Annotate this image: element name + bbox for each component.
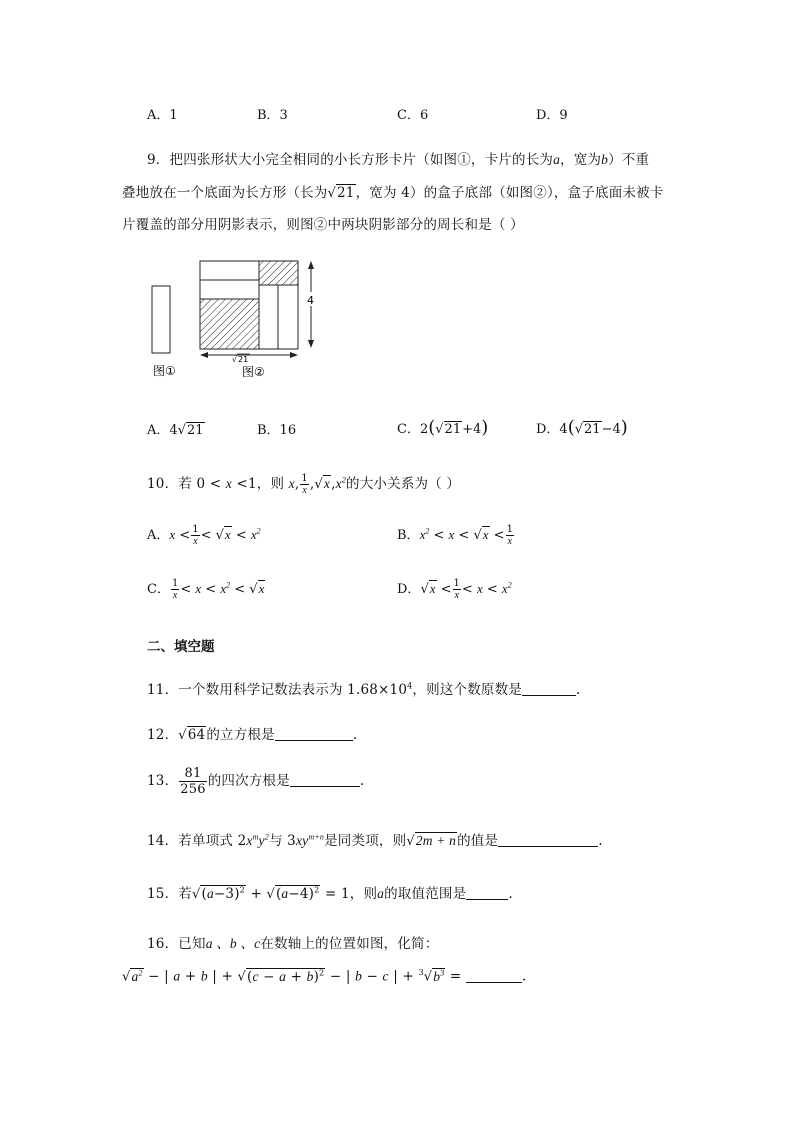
option-text: B． [397,528,420,543]
monomial-2: $xy^{m+n}$ [295,832,325,848]
option-text: D．4 [536,422,568,437]
fraction-1-over-x: $\frac{1}{x}$ [506,524,513,547]
card-horizontal-2 [200,280,259,299]
q10-option-d: D．√x < $\frac{1}{x}$ < $x < x^2$ [397,578,512,601]
q11-text: ，则这个数原数是 [412,682,523,698]
q9-figure [140,250,340,385]
q14-text: 14．若单项式 2 [147,833,247,849]
radicand: $a^2$ [131,968,143,984]
q15-text: 的取值范围是 [384,886,467,902]
var-a: a [377,886,385,901]
sqrt-icon: √ [177,423,186,438]
q8-option-c: C．6 [397,108,429,123]
q14-text: 与 3 [268,833,296,849]
q9-text: 9．把四张形状大小完全相同的小长方形卡片（如图①，卡片的长为 [147,152,554,168]
stem-text: 的大小关系为（ ） [346,476,461,492]
q10-option-b: B．$x^2 < x < √x$ < $\frac{1}{x}$ [397,524,513,547]
sqrt-icon: √ [435,422,444,437]
q12-text: 的立方根是 [206,727,275,743]
answer-blank[interactable] [522,683,576,696]
q15-text: = 1 [320,886,350,902]
math-x: x [195,581,202,596]
q15-text: ，则 [349,886,378,902]
sqrt-icon: √ [178,728,187,743]
q9-line-3: 片覆盖的部分用阴影表示，则图②中两块阴影部分的周长和是（ ） [122,217,524,233]
q9-text: ）不重 [608,152,650,168]
math-x-squared: $x^2$ [335,475,347,491]
fraction-1-over-x: $\frac{1}{x}$ [171,578,179,601]
q9-option-b: B．16 [257,423,297,438]
q9-option-c [397,417,488,438]
sqrt-icon: √ [406,834,415,849]
sqrt-icon: √ [473,528,482,543]
math-x-squared: $x^2$ [220,580,231,596]
radicand: 21 [444,422,462,437]
arrow-up-icon [308,261,314,269]
fraction-1-over-x: $\frac{1}{x}$ [453,578,460,601]
fraction-81-over-256 [179,766,206,797]
figure-1-label: 图① [153,364,176,378]
fraction-1-over-x: $\frac{1}{x}$ [301,473,308,496]
monomial-1: $x^my^2$ [246,832,269,848]
math-x: x [482,527,489,542]
sqrt-icon: √ [266,887,275,902]
option-text: A．4 [147,423,178,438]
math-x-squared: $x^2$ [250,526,261,542]
q9-line-2 [122,181,664,201]
figure-2-label: 图② [242,365,265,379]
q16-text: 16．已知 [147,936,206,952]
q14-text: 的值是 [457,833,499,849]
q16-line-1 [147,932,438,952]
height-label: 4 [307,294,314,307]
q10-option-c: C． $\frac{1}{x}$ < $x < x^2 < √x$ [147,578,265,601]
paren-close: ) [481,417,489,438]
option-text: −4 [601,422,621,437]
sqrt-icon: √ [232,355,238,364]
q11 [147,678,581,698]
card-shape [152,286,170,353]
sqrt-icon: √ [574,422,584,437]
q15: 15．若$√(a-3)^2 + √(a-4)^2 = 1$，则a的取值范围是 . [147,885,513,902]
stem-text: 10．若 0 < [147,476,226,492]
option-text: D． [397,582,421,597]
math-x: x [429,581,436,596]
q11-text: 11．一个数用科学记数法表示为 1.68×10 [147,682,408,698]
q16-text: 在数轴上的位置如图，化简： [260,936,439,952]
option-text: C． [147,582,170,597]
q9-text: ，宽为 [560,152,602,168]
radicand: 64 [187,727,206,743]
option-text: +4 [462,422,482,437]
paren-open: ( [428,417,436,438]
var-b: b [601,152,609,167]
vars-abc: a 、b 、c [205,936,261,951]
q9-option-d [536,417,628,438]
period: . [359,773,365,789]
arrow-down-icon [308,340,314,348]
math-x: x [288,476,295,491]
period: . [508,886,513,902]
q12 [147,723,357,743]
q13-text: 的四次方根是 [207,773,290,789]
math-x: x [169,527,176,542]
width-label: 21 [238,355,249,364]
period: . [521,968,527,985]
var-a: a [553,152,561,167]
var-x: x [225,476,232,491]
period: . [598,833,603,849]
radicand: 21 [336,185,355,201]
arrow-left-icon [200,352,208,358]
answer-blank[interactable] [466,970,522,983]
answer-blank[interactable] [498,834,598,847]
answer-blank[interactable] [466,887,508,900]
card-horizontal-1 [200,261,259,280]
q9-text: ，宽为 4）的盒子底部（如图②），盒子底面未被卡 [355,185,664,201]
q15-text: 15．若 [147,886,192,902]
q9-option-a [147,419,205,438]
q8-option-d: D．9 [536,108,568,123]
stem-text: <1，则 [231,476,289,492]
math-x: x [476,581,483,596]
math-x-squared: $x^2$ [419,526,430,542]
answer-blank[interactable] [275,728,353,741]
radicand: $(a-3)^2$ [201,885,245,902]
sqrt-icon: √ [249,582,258,597]
radicand: $b^3$ [433,968,445,984]
sqrt-icon: √ [314,477,323,492]
radicand: $(a-4)^2$ [275,885,320,902]
period: . [576,682,581,698]
math-x: x [224,527,231,542]
q14-text: 是同类项，则 [324,833,407,849]
numerator: 81 [179,766,206,782]
radicand: 21 [186,423,204,438]
q10-option-a: A．x < $\frac{1}{x}$ < $√x < x^2$ [147,524,261,547]
radicand: 21 [584,422,601,437]
card-vertical-1 [259,285,278,349]
math-x: x [323,476,331,491]
option-text: C．2 [397,422,429,437]
paren-open: ( [567,417,575,438]
answer-blank[interactable] [290,774,360,787]
sqrt-icon: √ [327,186,336,201]
denominator: 256 [180,782,206,797]
q13 [147,766,364,797]
sqrt-icon: √ [237,969,246,985]
q16-expression: $√a^2$ − | a + b | + $√(c - a + b)^2$ − | b − c | + $^3√b^3$ = . [122,968,527,985]
period: . [352,727,358,743]
q8-option-a: A．1 [147,108,178,123]
card-vertical-2 [278,285,298,349]
math-x: x [258,581,265,596]
q9-text: 叠地放在一个底面为长方形（长为 [122,185,328,201]
q12-text: 12． [147,727,179,743]
shaded-region-left [200,299,259,349]
paren-close: ) [620,417,628,438]
sqrt-icon: √ [122,969,131,985]
option-text: A． [147,528,170,543]
q13-text: 13． [147,773,179,789]
math-x-squared: $x^2$ [501,580,512,596]
section-heading: 二、填空题 [147,639,215,655]
sqrt-icon: √ [191,887,201,902]
cbrt-icon: √ [423,969,433,985]
q14 [147,829,603,849]
radicand: $(c - a + b)^2$ [247,968,325,985]
exponent: 4 [407,681,413,691]
math-x: x [448,527,455,542]
sqrt-icon: √ [215,528,224,543]
q9-line-1 [147,148,649,168]
fraction-1-over-x: $\frac{1}{x}$ [192,524,199,547]
q10-stem: 10．若 0 < x <1，则 x, $\frac{1}{x}$ $,√x,x^2$的大小关系为（ ） [147,473,461,496]
sqrt-icon: √ [420,582,429,597]
shaded-region-right [259,261,298,285]
q8-option-b: B．3 [257,108,288,123]
arrow-right-icon [290,352,298,358]
radicand: 2m + n [415,833,457,848]
